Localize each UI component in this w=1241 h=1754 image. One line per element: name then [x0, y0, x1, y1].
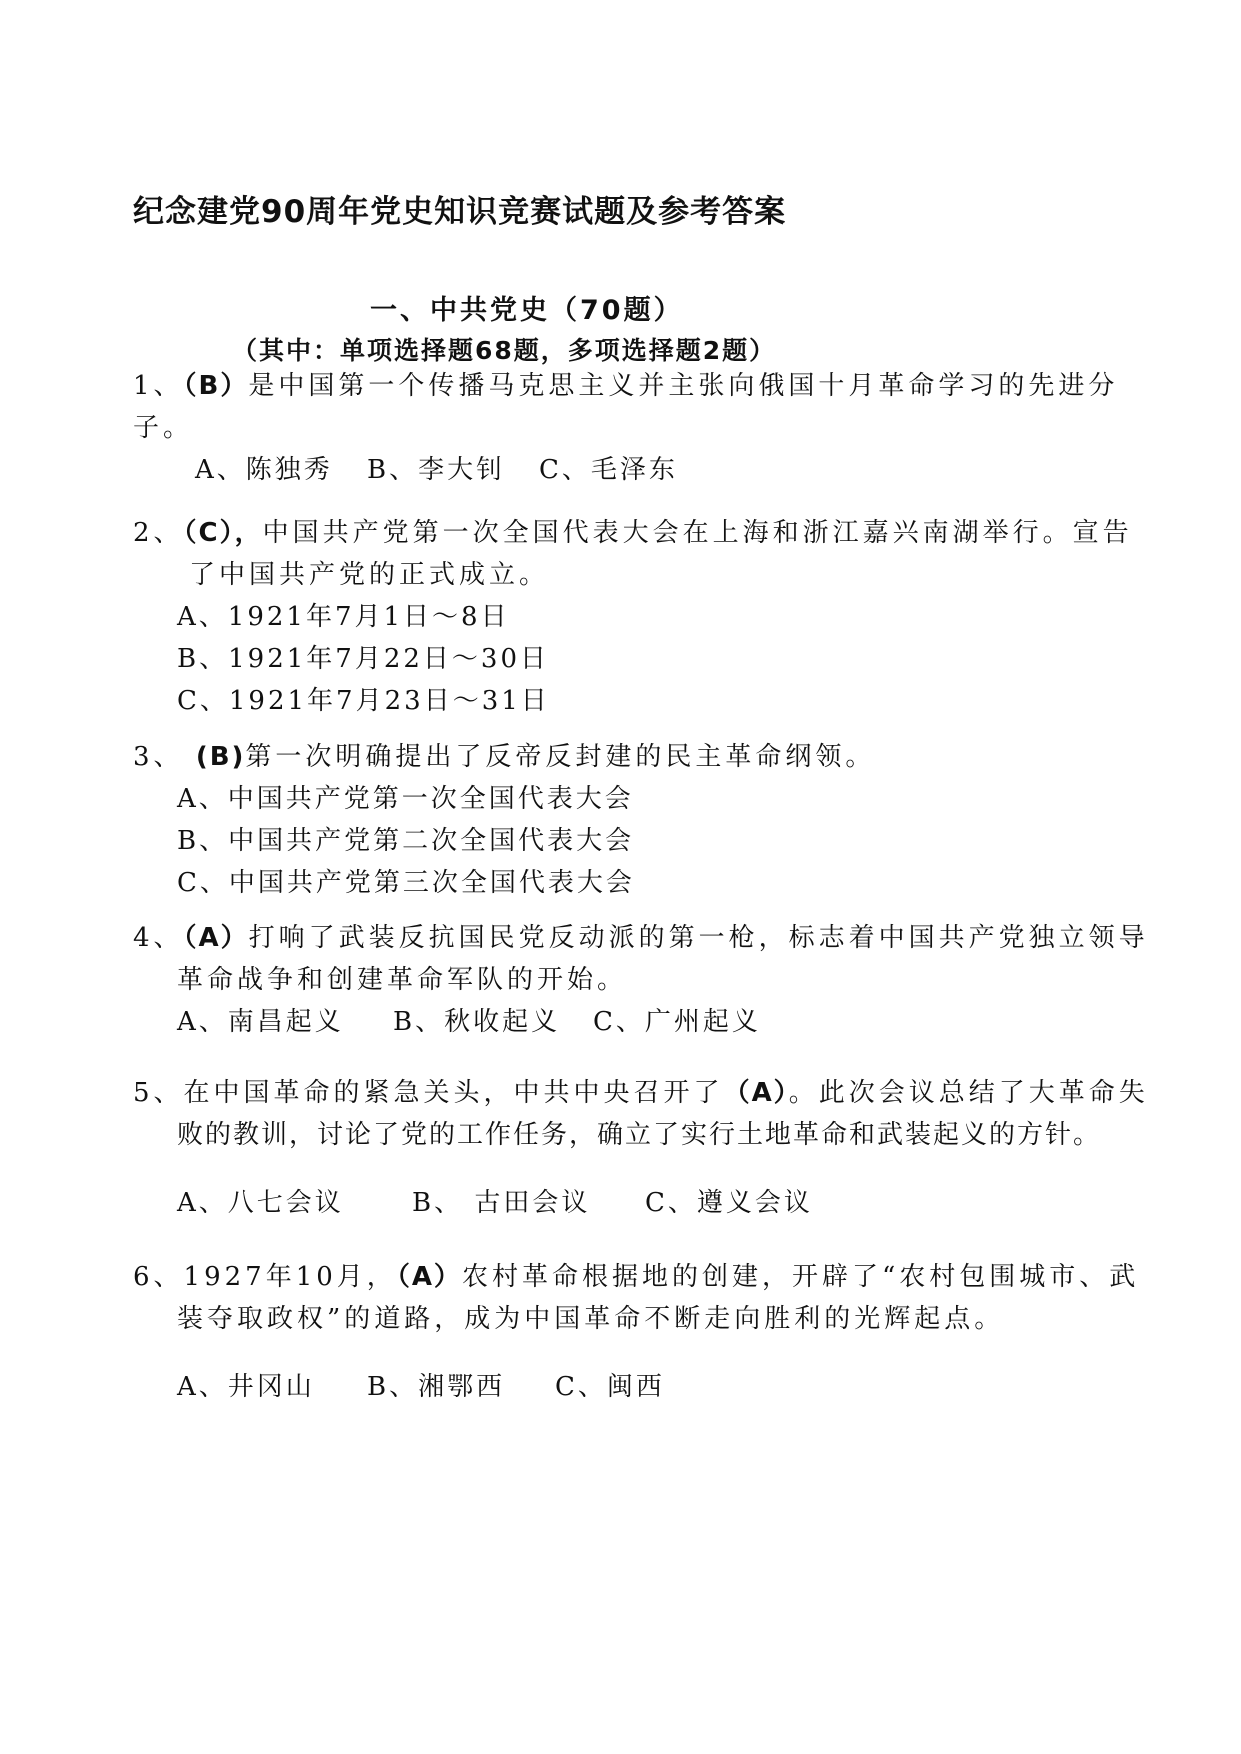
- question-number: 2、: [133, 518, 184, 548]
- question-text: 1、（B）是中国第一个传播马克思主义并主张向俄国十月革命学习的先进分: [133, 371, 1119, 401]
- question-2: [133, 512, 1133, 722]
- option-a: A、陈独秀: [195, 455, 333, 485]
- question-answer: （B）: [183, 371, 249, 401]
- question-text-continued: 了中国共产党的正式成立。: [189, 560, 550, 590]
- option-a: A、南昌起义: [177, 1007, 344, 1037]
- question-answer: （A）: [396, 1262, 462, 1292]
- option-c: C、广州起义: [593, 1007, 761, 1037]
- question-options: [133, 1182, 1118, 1224]
- option-b: B、李大钊: [367, 455, 506, 485]
- option-a: A、井冈山: [177, 1372, 315, 1402]
- option-b: B、湘鄂西: [367, 1372, 506, 1402]
- option-a: A、1921年7月1日～8日: [177, 602, 510, 632]
- question-text-continued: 子。: [133, 413, 194, 443]
- question-answer: (B): [195, 742, 246, 772]
- option-c: C、1921年7月23日～31日: [177, 686, 550, 716]
- question-text: 2、（C），中国共产党第一次全国代表大会在上海和浙江嘉兴南湖举行。宣告: [133, 518, 1133, 548]
- section-subheading: （其中：单项选择题68题，多项选择题2题）: [232, 336, 777, 365]
- question-text: 6、1927年10月，（A）农村革命根据地的创建，开辟了“农村包围城市、武: [133, 1262, 1140, 1292]
- question-number: 3、: [133, 742, 184, 772]
- question-text: 3、 (B)第一次明确提出了反帝反封建的民主革命纲领。: [133, 742, 876, 772]
- question-options: [133, 1366, 1118, 1408]
- option-b: B、 古田会议: [412, 1188, 591, 1218]
- question-3: [133, 736, 1118, 904]
- question-5: [133, 1072, 1149, 1224]
- option-c: C、中国共产党第三次全国代表大会: [177, 868, 635, 898]
- option-b: B、秋收起义: [393, 1007, 561, 1037]
- question-text-continued: 败的教训，讨论了党的工作任务，确立了实行土地革命和武装起义的方针。: [177, 1120, 1102, 1150]
- question-4: [133, 917, 1149, 1043]
- option-a: A、中国共产党第一次全国代表大会: [177, 784, 634, 814]
- question-number: 5、: [133, 1078, 184, 1108]
- question-number: 1、: [133, 371, 184, 401]
- question-text-continued: 装夺取政权”的道路，成为中国革命不断走向胜利的光辉起点。: [177, 1304, 1005, 1334]
- question-text: 4、（A）打响了武装反抗国民党反动派的第一枪，标志着中国共产党独立领导: [133, 923, 1149, 953]
- question-options: [133, 1001, 1118, 1043]
- option-a: A、八七会议: [177, 1188, 344, 1218]
- document-title: 纪念建党90周年党史知识竞赛试题及参考答案: [133, 194, 787, 230]
- question-answer: （C），: [183, 518, 263, 548]
- question-options: [133, 449, 1118, 491]
- question-6: [133, 1256, 1140, 1408]
- question-number: 4、: [133, 923, 184, 953]
- option-b: B、中国共产党第二次全国代表大会: [177, 826, 635, 856]
- question-answer: （A）: [183, 923, 249, 953]
- question-text: 5、在中国革命的紧急关头，中共中央召开了（A）。此次会议总结了大革命失: [133, 1078, 1149, 1108]
- question-number: 6、: [133, 1262, 184, 1292]
- option-c: C、遵义会议: [645, 1188, 813, 1218]
- option-c: C、闽西: [555, 1372, 665, 1402]
- section-heading: 一、中共党史（70题）: [370, 295, 684, 326]
- question-1: [133, 365, 1118, 491]
- question-options: [133, 596, 1118, 722]
- question-answer: （A）: [723, 1078, 789, 1108]
- question-text-continued: 革命战争和创建革命军队的开始。: [177, 965, 628, 995]
- option-b: B、1921年7月22日～30日: [177, 644, 549, 674]
- question-options: [133, 778, 1118, 904]
- option-c: C、毛泽东: [539, 455, 678, 485]
